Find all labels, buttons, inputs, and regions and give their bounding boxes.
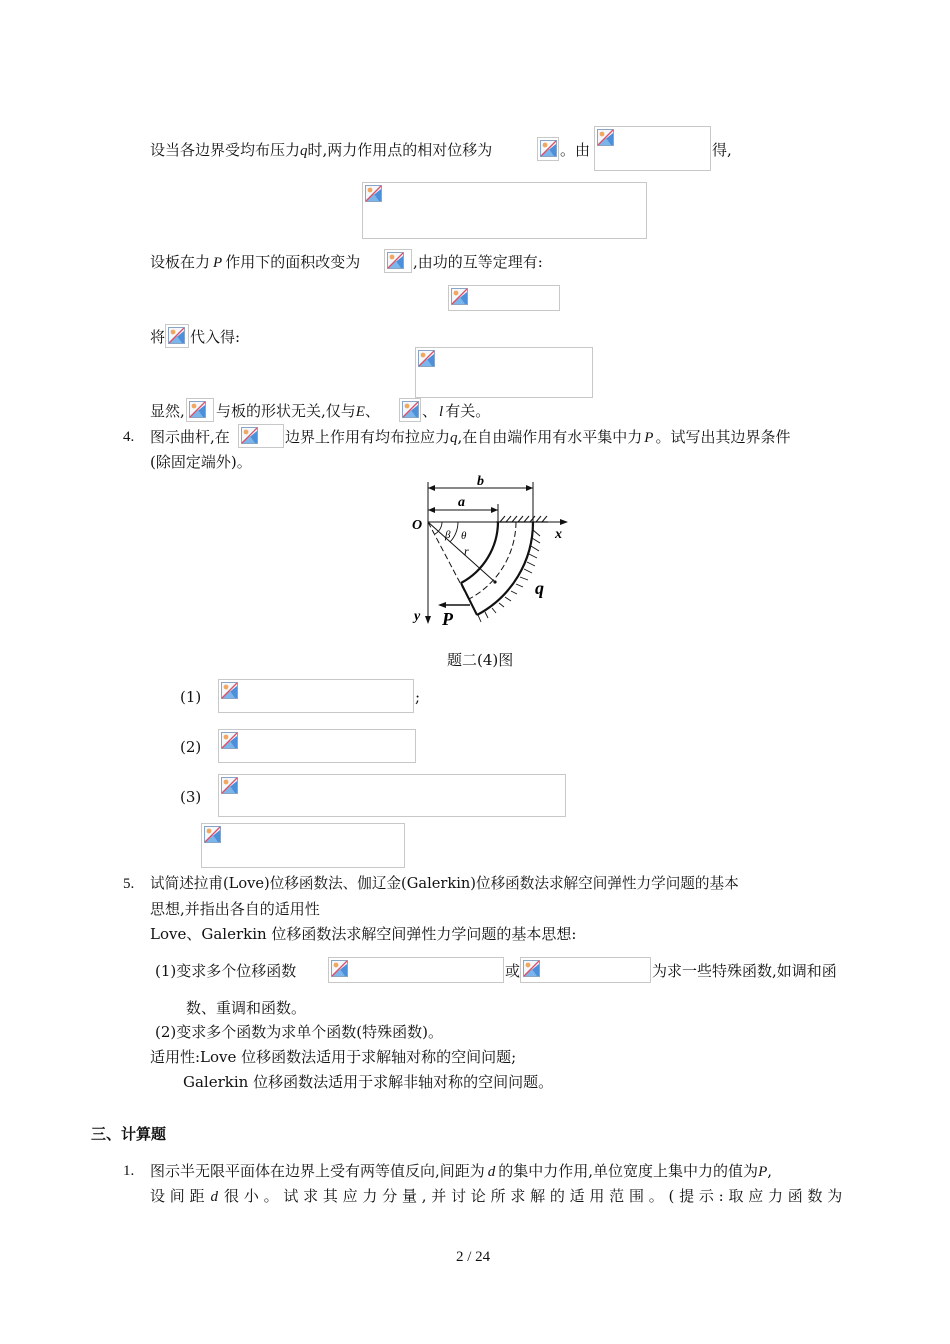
paragraph-relative-displacement: 设当各边界受均布压力q时,两力作用点的相对位移为 — [150, 141, 493, 159]
answer-1-formula-placeholder — [218, 679, 414, 713]
broken-image-icon — [204, 826, 221, 843]
paragraph-text: ,由功的互等定理有: — [413, 253, 543, 271]
label-r: r — [464, 544, 469, 558]
curved-bar-figure — [400, 470, 580, 635]
broken-image-icon — [331, 960, 348, 977]
broken-image-icon — [597, 129, 614, 146]
formula-image-placeholder — [520, 957, 651, 983]
question-number: 4. — [123, 429, 135, 445]
formula-image-placeholder — [415, 347, 593, 398]
figure-caption: 题二(4)图 — [447, 651, 514, 669]
broken-image-icon — [523, 960, 540, 977]
label-theta: θ — [461, 530, 467, 542]
outer-boundary — [477, 522, 533, 615]
formula-image-placeholder — [448, 285, 560, 311]
answer-text: (2)变求多个函数为求单个函数(特殊函数)。 — [155, 1023, 443, 1041]
answer-text: Love、Galerkin 位移函数法求解空间弹性力学问题的基本思想: — [150, 925, 577, 943]
page-number: 2 / 24 — [456, 1249, 491, 1265]
answer-2-label: (2) — [180, 738, 202, 756]
question-number: 1. — [123, 1163, 135, 1179]
answer-3-formula-placeholder — [218, 774, 566, 817]
broken-image-icon — [365, 185, 382, 202]
paragraph-text: 、 l 有关。 — [422, 402, 491, 420]
answer-text: 适用性:Love 位移函数法适用于求解轴对称的空间问题; — [150, 1048, 517, 1066]
broken-image-icon — [540, 140, 557, 157]
broken-image-placeholder — [165, 324, 189, 348]
answer-text: 或 — [505, 962, 521, 980]
paragraph-conclusion: 显然, — [150, 402, 185, 420]
broken-image-icon — [418, 350, 435, 367]
broken-image-icon — [402, 401, 419, 418]
answer-2-formula-placeholder — [218, 729, 416, 763]
broken-image-icon — [221, 777, 238, 794]
paragraph-area-change: 设板在力 P 作用下的面积改变为 — [150, 253, 361, 271]
broken-image-icon — [387, 252, 404, 269]
formula-image-placeholder — [328, 957, 504, 983]
question-number: 5. — [123, 876, 135, 892]
label-P: P — [442, 609, 453, 629]
broken-image-placeholder — [384, 249, 412, 273]
question-text: 边界上作用有均布拉应力q,在自由端作用有水平集中力 P 。试写出其边界条件 — [285, 428, 791, 446]
broken-image-placeholder — [399, 398, 421, 422]
paragraph-text: 代入得: — [190, 328, 241, 346]
broken-image-icon — [221, 682, 238, 699]
question-text: 图示曲杆,在 — [150, 428, 230, 446]
broken-image-icon — [189, 401, 206, 418]
paragraph-text: 得, — [712, 141, 732, 159]
label-beta: β — [445, 529, 451, 541]
answer-3-label: (3) — [180, 788, 202, 806]
question-text: 试简述拉甫(Love)位移函数法、伽辽金(Galerkin)位移函数法求解空间弹性力学问题的基本 — [150, 875, 739, 892]
question-text: 思想,并指出各自的适用性 — [150, 900, 320, 918]
paragraph-text: 。由 — [560, 141, 591, 159]
label-O: O — [412, 518, 423, 533]
paragraph-substitute: 将 — [150, 328, 166, 346]
label-b: b — [477, 474, 484, 489]
question-text: 图示半无限平面体在边界上受有两等值反向,间距为 d 的集中力作用,单位宽度上集中力的值为P, — [150, 1162, 773, 1180]
answer-text: Galerkin 位移函数法适用于求解非轴对称的空间问题。 — [183, 1073, 554, 1091]
formula-image-placeholder — [362, 182, 647, 239]
question-text: 设 间 距 d 很 小 。 试 求 其 应 力 分 量 , 并 讨 论 所 求 解 的 适 用 范 围 。 ( 提 示 : 取 应 力 函 数 为 — [150, 1187, 843, 1205]
formula-image-placeholder — [594, 126, 711, 171]
broken-image-placeholder — [238, 424, 284, 448]
broken-image-placeholder — [186, 398, 214, 422]
paragraph-text: 与板的形状无关,仅与E、 — [216, 402, 380, 420]
answer-text: 为求一些特殊函数,如调和函 — [652, 962, 837, 980]
answer-1-end: ; — [415, 688, 421, 706]
answer-1-label: (1) — [180, 688, 202, 706]
section-heading: 三、计算题 — [91, 1125, 167, 1143]
label-x: x — [555, 527, 562, 542]
broken-image-icon — [221, 732, 238, 749]
broken-image-icon — [168, 327, 185, 344]
broken-image-icon — [451, 288, 468, 305]
label-q: q — [535, 578, 544, 598]
label-y: y — [414, 609, 421, 624]
label-a: a — [458, 495, 465, 510]
broken-image-placeholder — [537, 137, 559, 161]
answer-3-continued-placeholder — [201, 823, 405, 868]
broken-image-icon — [241, 427, 258, 444]
question-text: (除固定端外)。 — [150, 453, 252, 471]
answer-text: (1)变求多个位移函数 — [155, 962, 297, 980]
answer-text: 数、重调和函数。 — [186, 999, 307, 1017]
